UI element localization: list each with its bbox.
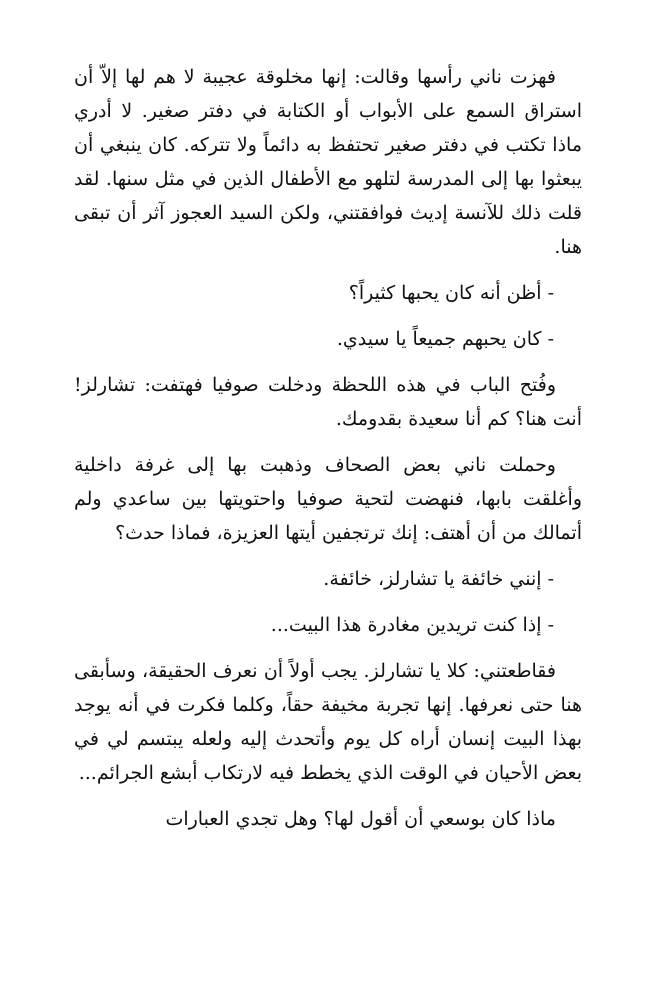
dialogue-line: - إنني خائفة يا تشارلز، خائفة. bbox=[323, 568, 554, 590]
page-text bbox=[74, 60, 582, 836]
dialogue-line: - كان يحبهم جميعاً يا سيدي. bbox=[336, 328, 554, 350]
dialogue-line: - أظن أنه كان يحبها كثيراً؟ bbox=[348, 282, 554, 304]
dialogue-line: - إذا كنت تريدين مغادرة هذا البيت... bbox=[270, 614, 554, 636]
paragraph-sophia-reply: فقاطعتني: كلا يا تشارلز. يجب أولاً أن نعرف الحقيقة، وسأبقى هنا حتى نعرفها. إنها تجربة مخيفة حقاً، وكلما فكرت في أنه يوجد بهذا البيت إنسان أراه كل يوم وأتحدث إليه ولعله يبتسم لي في بعض الأحيان في الوقت الذي يخطط فيه لارتكاب أبشع الجرائم... bbox=[74, 660, 582, 784]
paragraph-closing: ماذا كان بوسعي أن أقول لها؟ وهل تجدي العبارات bbox=[165, 808, 556, 830]
paragraph-nanny-leaves: وحملت ناني بعض الصحاف وذهبت بها إلى غرفة داخلية وأغلقت بابها، فنهضت لتحية صوفيا واحتويتها بين ساعدي ولم أتمالك من أن أهتف: إنك ترتجفين أيتها العزيزة، فماذا حدث؟ bbox=[74, 454, 582, 544]
paragraph-nanny-remarks: فهزت ناني رأسها وقالت: إنها مخلوقة عجيبة لا هم لها إلاّ أن استراق السمع على الأبواب أو الكتابة في دفتر صغير. لا أدري ماذا تكتب في دفتر صغير تحتفظ به دائماً ولا تتركه. كان ينبغي أن يبعثوا بها إلى المدرسة لتلهو مع الأطفال الذين في مثل سنها. لقد قلت ذلك للآنسة إديث فوافقتني، ولكن السيد العجوز آثر أن تبقى هنا. bbox=[74, 66, 582, 258]
paragraph-sophia-enters: وفُتح الباب في هذه اللحظة ودخلت صوفيا فهتفت: تشارلز! أنت هنا؟ كم أنا سعيدة بقدومك. bbox=[74, 374, 582, 430]
